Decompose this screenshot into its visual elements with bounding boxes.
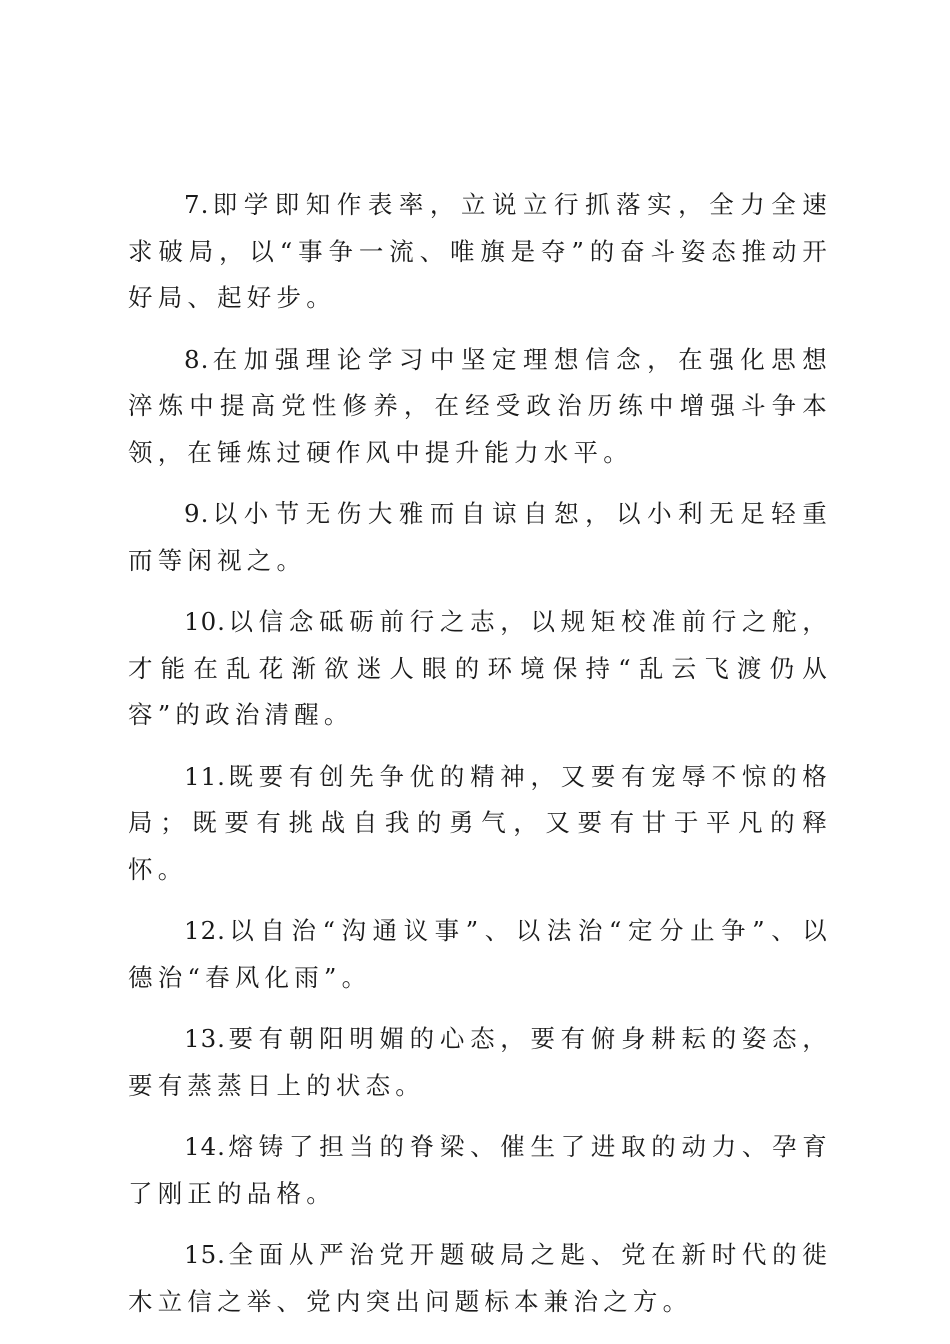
- paragraph-text: 要有朝阳明媚的心态，要有俯身耕耘的姿态，要有蒸蒸日上的状态。: [128, 1024, 832, 1100]
- paragraph-11: [128, 754, 832, 894]
- paragraph-12: [128, 908, 832, 1001]
- paragraph-number: 13.: [184, 1024, 226, 1053]
- paragraph-number: 8.: [184, 344, 210, 374]
- paragraph-number: 14.: [184, 1132, 226, 1161]
- paragraph-text: 以自治“沟通议事”、以法治“定分止争”、以德治“春风化雨”。: [128, 916, 832, 992]
- paragraph-number: 10.: [184, 607, 226, 636]
- paragraph-9: [128, 491, 832, 584]
- paragraph-text: 以信念砥砺前行之志，以规矩校准前行之舵，才能在乱花渐欲迷人眼的环境保持“乱云飞渡仍从容”的政治清醒。: [128, 607, 832, 729]
- document-body: [128, 182, 832, 1340]
- paragraph-7: [128, 182, 832, 322]
- paragraph-8: [128, 337, 832, 477]
- paragraph-text: 全面从严治党开题破局之匙、党在新时代的徙木立信之举、党内突出问题标本兼治之方。: [128, 1240, 832, 1316]
- paragraph-10: [128, 599, 832, 739]
- paragraph-number: 9.: [184, 499, 210, 528]
- paragraph-text: 即学即知作表率，立说立行抓落实，全力全速求破局，以“事争一流、唯旗是夺”的奋斗姿态推动开好局、起好步。: [128, 190, 832, 312]
- paragraph-text: 以小节无伤大雅而自谅自恕，以小利无足轻重而等闲视之。: [128, 499, 832, 575]
- paragraph-number: 15.: [184, 1240, 226, 1269]
- paragraph-15: [128, 1232, 832, 1325]
- paragraph-text: 熔铸了担当的脊梁、催生了进取的动力、孕育了刚正的品格。: [128, 1132, 832, 1208]
- paragraph-13: [128, 1016, 832, 1109]
- paragraph-number: 11.: [184, 761, 226, 791]
- paragraph-number: 12.: [184, 916, 226, 945]
- paragraph-text: 在加强理论学习中坚定理想信念，在强化思想淬炼中提高党性修养，在经受政治历练中增强斗争本领，在锤炼过硬作风中提升能力水平。: [128, 344, 832, 467]
- paragraph-14: [128, 1124, 832, 1217]
- paragraph-text: 既要有创先争优的精神，又要有宠辱不惊的格局；既要有挑战自我的勇气，又要有甘于平凡的释怀。: [128, 761, 832, 884]
- paragraph-number: 7.: [184, 190, 210, 219]
